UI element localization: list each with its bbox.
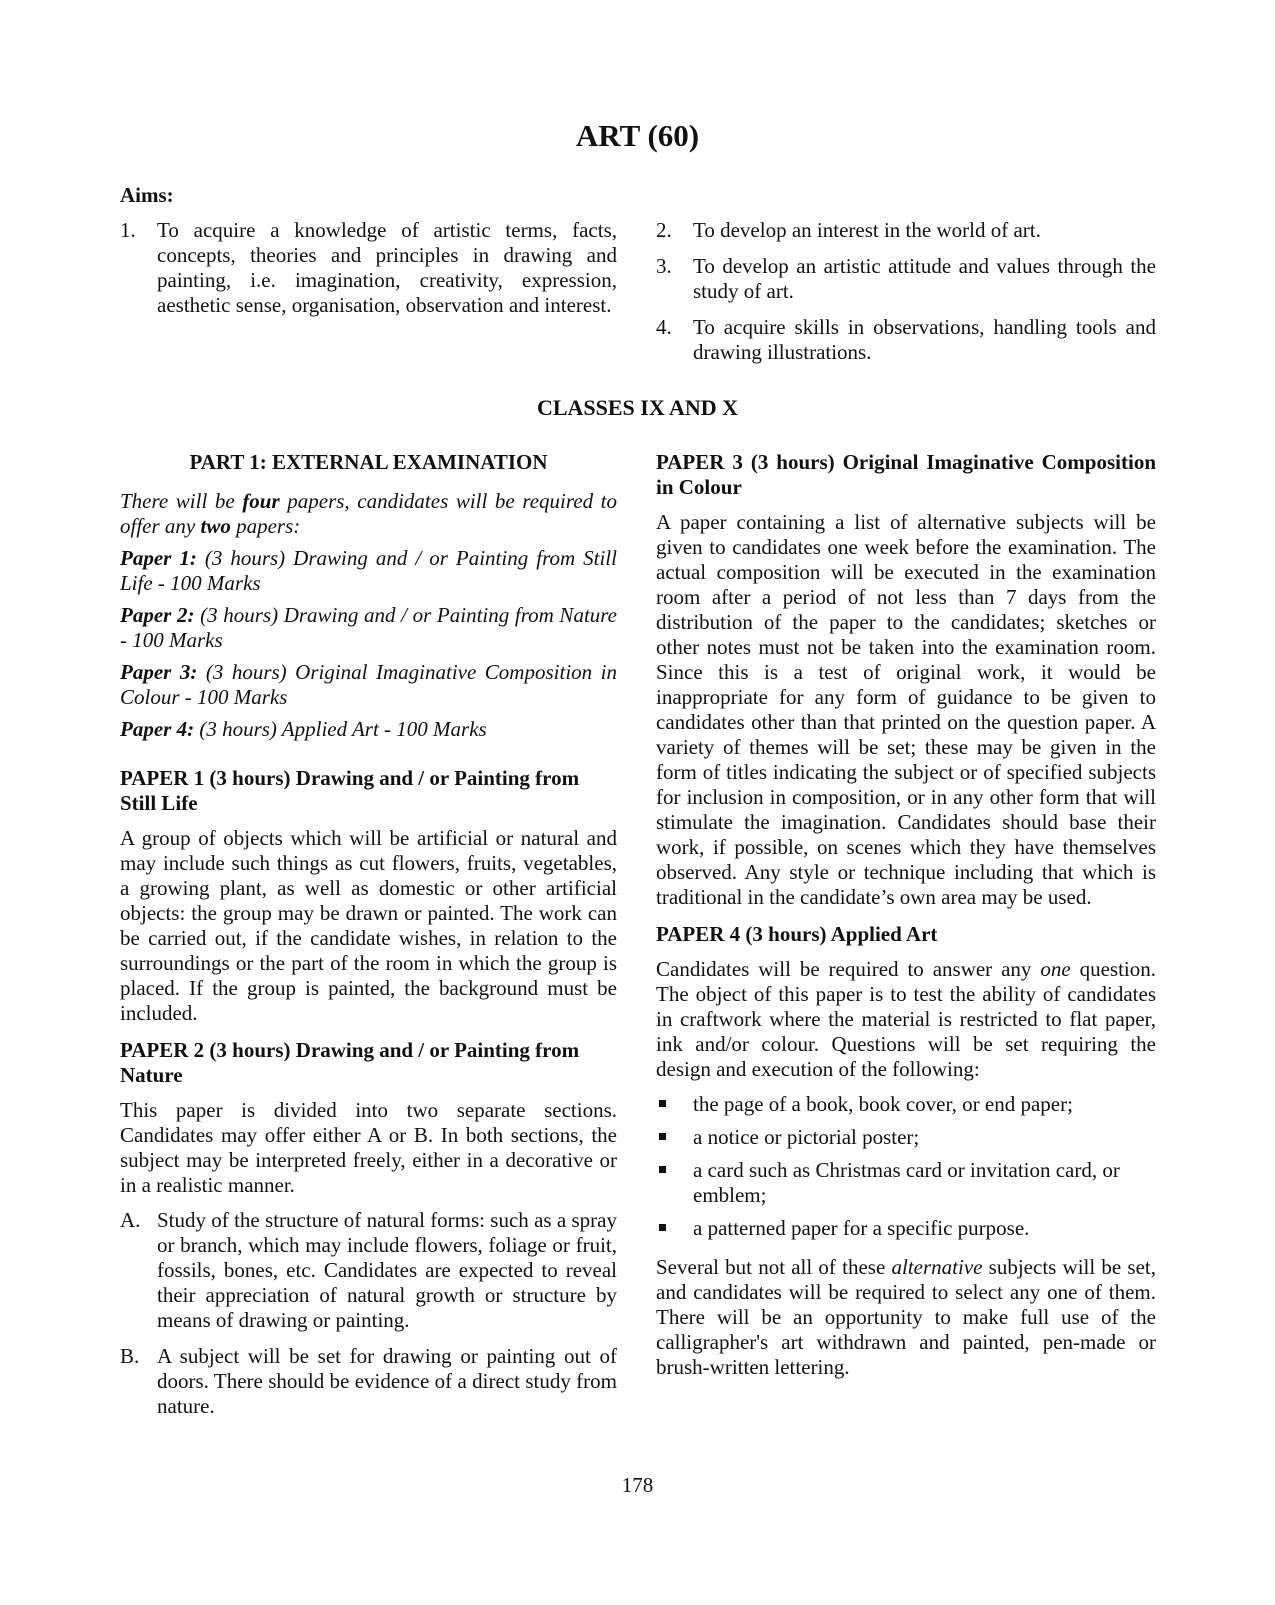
paper1-heading: PAPER 1 (3 hours) Drawing and / or Painting from Still Life [120, 766, 580, 815]
intro-text: papers: [230, 514, 301, 538]
aim-number: 1. [120, 218, 136, 242]
paper4-bullet-1 [656, 1092, 1156, 1117]
paper2-body: This paper is divided into two separate sections. Candidates may offer either A or B. In both sections, the subject may be interpreted freely, either in a decorative or in a realistic manner. [120, 1098, 617, 1197]
paper2-option-b [120, 1344, 617, 1419]
paper4-heading: PAPER 4 (3 hours) Applied Art [656, 922, 938, 946]
option-text: A subject will be set for drawing or painting out of doors. There should be evidence of a direct study from nature. [157, 1344, 617, 1418]
aims-heading: Aims: [120, 183, 174, 207]
closing-text: Several but not all of these [656, 1255, 892, 1279]
paper-text: (3 hours) Original Imaginative Composition in Colour - 100 Marks [120, 660, 617, 709]
aims-right-column [656, 218, 1156, 376]
aim-number: 3. [656, 254, 672, 278]
part1-heading: PART 1: EXTERNAL EXAMINATION [189, 450, 548, 474]
paper-label: Paper 2: [120, 603, 195, 627]
paper2-option-a [120, 1208, 617, 1333]
paper-label: Paper 1: [120, 546, 197, 570]
paper4-bullet-3 [656, 1158, 1156, 1208]
intro-emphasis: two [200, 514, 231, 538]
aim-item-4 [656, 315, 1156, 365]
paper2-heading: PAPER 2 (3 hours) Drawing and / or Painting from Nature [120, 1038, 580, 1087]
aim-text: To acquire a knowledge of artistic terms, facts, concepts, theories and principles in drawing and painting, i.e. imagination, creativity, expression, aesthetic sense, organisation, observation and interest. [157, 218, 617, 317]
paper-text: (3 hours) Drawing and / or Painting from Nature - 100 Marks [120, 603, 617, 652]
intro-text: papers, candidates will be required to offer any [120, 489, 618, 538]
paper4-intro-text: Candidates will be required to answer any [656, 957, 1041, 981]
square-bullet-icon [659, 1100, 666, 1107]
page-title: ART (60) [575, 118, 700, 153]
paper4-bullet-4 [656, 1216, 1156, 1241]
paper4-bullet-2 [656, 1125, 1156, 1150]
paper-text: (3 hours) Applied Art - 100 Marks [194, 717, 487, 741]
bullet-text: a notice or pictorial poster; [693, 1125, 920, 1149]
paper-line-3 [120, 660, 617, 710]
aim-text: To develop an interest in the world of art. [693, 218, 1041, 242]
bullet-text: the page of a book, book cover, or end paper; [693, 1092, 1073, 1116]
paper-line-4 [120, 717, 617, 742]
paper4-intro-text: question. The object of this paper is to test the ability of candidates in craftwork where the material is restricted to flat paper, ink and/or colour. Questions will be set requiring the design and execution of the following: [656, 957, 1157, 1081]
aim-number: 2. [656, 218, 672, 242]
intro-text: There will be [120, 489, 243, 513]
intro-emphasis: four [242, 489, 280, 513]
classes-heading: CLASSES IX AND X [536, 395, 739, 420]
aim-item-1 [120, 218, 617, 318]
paper-label: Paper 3: [120, 660, 198, 684]
paper1-body: A group of objects which will be artificial or natural and may include such things as cut flowers, fruits, vegetables, a growing plant, as well as domestic or other artificial objects: the group may be drawn or painted. The work can be carried out, if the candidate wishes, in relation to the surroundings or the part of the room in which the group is placed. If the group is painted, the background must be included. [120, 826, 617, 1025]
part1-intro [120, 489, 617, 539]
square-bullet-icon [659, 1133, 666, 1140]
option-letter: B. [120, 1344, 140, 1368]
paper3-body: A paper containing a list of alternative subjects will be given to candidates one week before the examination. The actual composition will be executed in the examination room after a period of not less than 7 days from the distribution of the paper to the candidates; sketches or other notes must not be taken into the examination room. Since this is a test of original work, it would be inappropriate for any form of guidance to be given to candidates other than that printed on the question paper. A variety of themes will be set; these may be given in the form of titles indicating the subject or of specified subjects for inclusion in composition, or in any other form that will stimulate the imagination. Candidates should base their work, if possible, on scenes which they have themselves observed. Any style or technique including that which is traditional in the candidate’s own area may be used. [656, 510, 1156, 909]
aim-item-2 [656, 218, 1156, 243]
aim-item-3 [656, 254, 1156, 304]
paper3-heading: PAPER 3 (3 hours) Original Imaginative Composition in Colour [656, 450, 1156, 499]
bullet-text: a patterned paper for a specific purpose. [693, 1216, 1030, 1240]
paper-text: (3 hours) Drawing and / or Painting from Still Life - 100 Marks [120, 546, 617, 595]
option-text: Study of the structure of natural forms: such as a spray or branch, which may include flowers, foliage or fruit, fossils, bones, etc. Candidates are expected to reveal their appreciation of natural growth or structure by means of drawing or painting. [157, 1208, 617, 1332]
square-bullet-icon [659, 1224, 666, 1231]
square-bullet-icon [659, 1166, 666, 1173]
paper-line-1 [120, 546, 617, 596]
left-column [120, 450, 617, 1430]
paper-label: Paper 4: [120, 717, 195, 741]
aim-text: To acquire skills in observations, handling tools and drawing illustrations. [693, 315, 1156, 364]
option-letter: A. [120, 1208, 141, 1232]
paper4-intro-emphasis: one [1040, 957, 1071, 981]
paper4-closing [656, 1255, 1156, 1380]
aims-left-column [120, 218, 617, 329]
aim-number: 4. [656, 315, 672, 339]
paper-line-2 [120, 603, 617, 653]
paper4-intro [656, 957, 1156, 1082]
bullet-text: a card such as Christmas card or invitation card, or emblem; [693, 1158, 1120, 1207]
aim-text: To develop an artistic attitude and values through the study of art. [693, 254, 1156, 303]
page-number: 178 [621, 1473, 654, 1497]
closing-text: subjects will be set, and candidates will be required to select any one of them. There will be an opportunity to make full use of the calligrapher's art withdrawn and painted, pen-made or brush-written lettering. [656, 1255, 1156, 1379]
right-column [656, 450, 1156, 1390]
closing-emphasis: alternative [891, 1255, 983, 1279]
